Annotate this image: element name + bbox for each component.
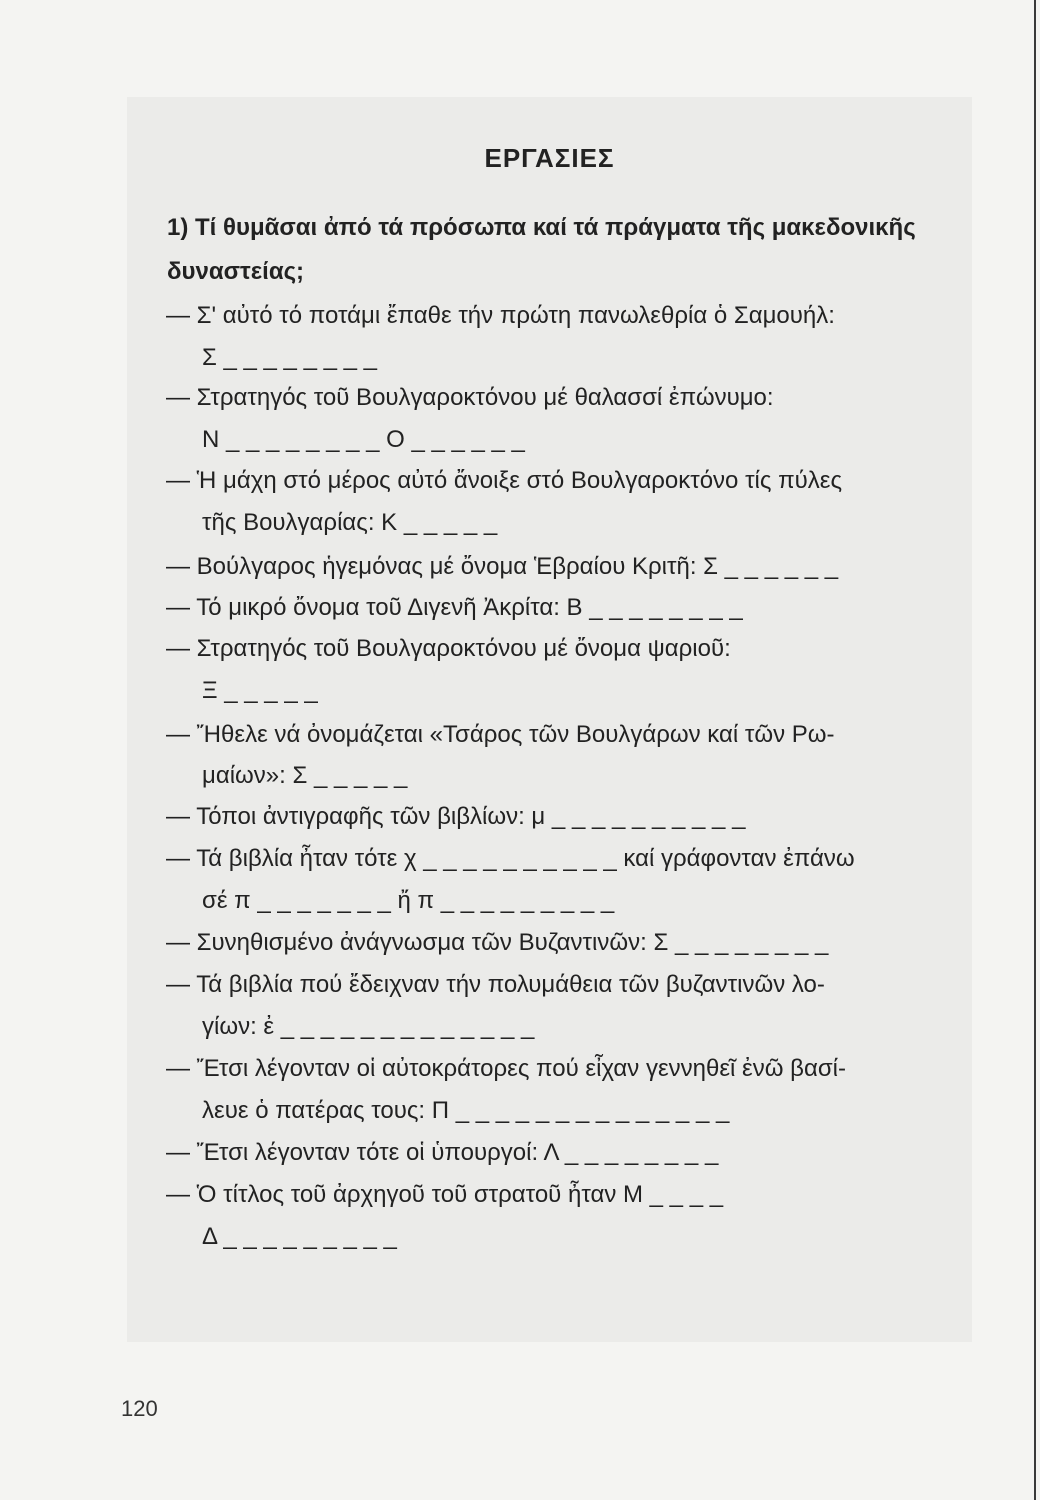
exercise-line: Ξ _ _ _ _ _: [202, 677, 318, 704]
exercise-line: — Βούλγαρος ἡγεμόνας μέ ὄνομα Ἑβραίου Κριτῆ: Σ _ _ _ _ _ _: [166, 553, 839, 580]
exercise-line: — Τά βιβλία ἦταν τότε χ _ _ _ _ _ _ _ _ _ _ καί γράφονταν ἐπάνω: [166, 845, 855, 872]
exercise-line: — Ἤθελε νά ὀνομάζεται «Τσάρος τῶν Βουλγάρων καί τῶν Ρω-: [166, 721, 835, 748]
exercise-line: — Τό μικρό ὄνομα τοῦ Διγενῆ Ἀκρίτα: Β _ _ _ _ _ _ _ _: [166, 594, 743, 621]
exercise-line: — Σ' αὐτό τό ποτάμι ἔπαθε τήν πρώτη πανωλεθρία ὁ Σαμουήλ:: [166, 302, 835, 329]
exercise-line: — Ἔτσι λέγονταν τότε οἱ ὑπουργοί: Λ _ _ _ _ _ _ _ _: [166, 1139, 719, 1166]
page-edge-line: [1034, 0, 1036, 1500]
page-number: 120: [121, 1396, 158, 1421]
exercise-line: — Τόποι ἀντιγραφῆς τῶν βιβλίων: μ _ _ _ _ _ _ _ _ _ _: [166, 803, 746, 830]
exercise-line: — Ἔτσι λέγονταν οἱ αὐτοκράτορες πού εἶχαν γεννηθεῖ ἐνῶ βασί-: [166, 1055, 846, 1082]
exercise-box: [127, 97, 972, 1342]
exercise-line: — Στρατηγός τοῦ Βουλγαροκτόνου μέ θαλασσί ἐπώνυμο:: [166, 384, 774, 411]
question-line-1: 1) Τί θυμᾶσαι ἀπό τά πρόσωπα καί τά πράγματα τῆς μακεδονικῆς: [167, 214, 916, 241]
exercise-line: — Στρατηγός τοῦ Βουλγαροκτόνου μέ ὄνομα ψαριοῦ:: [166, 635, 731, 662]
exercise-line: — Τά βιβλία πού ἔδειχναν τήν πολυμάθεια τῶν βυζαντινῶν λο-: [166, 971, 825, 998]
exercise-line: Δ _ _ _ _ _ _ _ _ _: [202, 1223, 397, 1250]
exercise-line: γίων: ἐ _ _ _ _ _ _ _ _ _ _ _ _ _: [202, 1013, 535, 1040]
page-title: ΕΡΓΑΣΙΕΣ: [484, 143, 615, 173]
question-line-2: δυναστείας;: [167, 258, 305, 285]
exercise-line: Σ _ _ _ _ _ _ _ _: [202, 344, 377, 371]
exercise-line: τῆς Βουλγαρίας: Κ _ _ _ _ _: [202, 509, 498, 536]
exercise-line: — Συνηθισμένο ἀνάγνωσμα τῶν Βυζαντινῶν: Σ _ _ _ _ _ _ _ _: [166, 929, 829, 956]
exercise-line: Ν _ _ _ _ _ _ _ _ Ο _ _ _ _ _ _: [202, 426, 525, 453]
exercise-line: σέ π _ _ _ _ _ _ _ ἤ π _ _ _ _ _ _ _ _ _: [202, 887, 615, 914]
exercise-line: — Ἡ μάχη στό μέρος αὐτό ἄνοιξε στό Βουλγαροκτόνο τίς πύλες: [166, 467, 843, 494]
exercise-line: μαίων»: Σ _ _ _ _ _: [202, 762, 408, 789]
exercise-line: λευε ὁ πατέρας τους: Π _ _ _ _ _ _ _ _ _ _ _ _ _ _: [202, 1097, 730, 1124]
exercise-line: — Ὁ τίτλος τοῦ ἀρχηγοῦ τοῦ στρατοῦ ἦταν Μ _ _ _ _: [166, 1181, 724, 1208]
